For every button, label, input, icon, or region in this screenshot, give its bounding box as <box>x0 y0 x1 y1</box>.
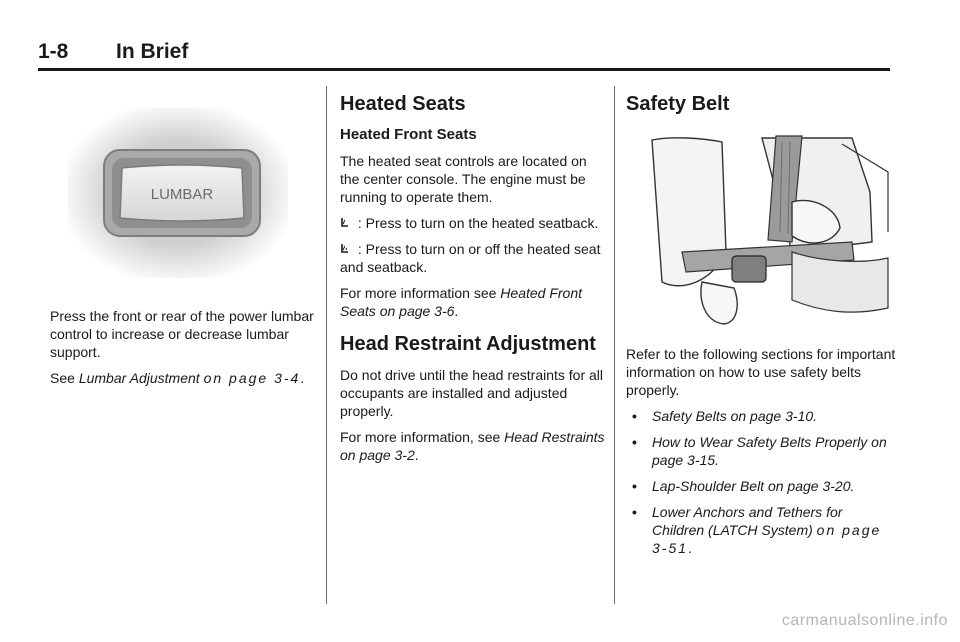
heated-seats-intro: The heated seat controls are located on the center console. The engine must be running to operate them. <box>340 153 587 205</box>
link-lumbar-adjustment[interactable]: Lumbar Adjustment <box>78 370 204 386</box>
heated-seat-icon <box>340 243 350 255</box>
head-restraint-text: Do not drive until the head restraints for all occupants are installed and adjusted properly. <box>340 367 604 419</box>
lumbar-switch-label: LUMBAR <box>150 186 214 203</box>
lumbar-reference: See Lumbar Adjustment on page 3-4. <box>50 370 305 386</box>
watermark: carmanualsonline.info <box>781 612 948 629</box>
heading-safety-belt: Safety Belt <box>626 93 730 115</box>
column-divider <box>326 86 327 604</box>
heated-seats-reference: For more information see Heated Front Seats on page 3-6. <box>340 285 583 319</box>
link-lumbar-page[interactable]: on page 3-4 <box>203 370 301 386</box>
heading-heated-seats: Heated Seats <box>340 93 466 115</box>
subheading-heated-front-seats: Heated Front Seats <box>340 126 477 143</box>
list-item[interactable]: • Lap-Shoulder Belt on page 3-20. <box>626 477 896 495</box>
safety-belt-references <box>626 407 896 557</box>
page-number: 1-8 <box>38 40 69 63</box>
list-item[interactable]: • Safety Belts on page 3-10. <box>626 407 896 425</box>
column-heated-seats <box>340 88 610 472</box>
safety-belt-illustration <box>642 132 890 332</box>
safety-belt-intro: Refer to the following sections for important information on how to use safety belts properly. <box>626 346 896 398</box>
column-safety-belt <box>626 88 896 565</box>
lumbar-switch-illustration <box>68 108 288 278</box>
head-restraint-reference: For more information, see Head Restraints on page 3-2. <box>340 429 605 463</box>
heated-seatback-icon <box>340 217 350 229</box>
column-lumbar <box>50 88 315 395</box>
list-item[interactable]: • Lower Anchors and Tethers for Children (LATCH System) on page 3-51. <box>626 503 896 557</box>
section-title: In Brief <box>116 40 189 63</box>
heated-seatback-item: : Press to turn on the heated seatback. <box>340 214 610 232</box>
list-item[interactable]: • How to Wear Safety Belts Properly on page 3-15. <box>626 433 896 469</box>
link-heated-front-seats[interactable]: Heated Front Seats on page 3-6 <box>340 285 583 319</box>
column-divider <box>614 86 615 604</box>
heading-head-restraint: Head Restraint Adjustment <box>340 333 596 355</box>
lumbar-instructions: Press the front or rear of the power lumbar control to increase or decrease lumbar support. <box>50 308 314 360</box>
page-header <box>38 34 890 71</box>
heated-seat-item: : Press to turn on or off the heated seat and seatback. <box>340 241 601 275</box>
link-head-restraints[interactable]: Head Restraints on page 3-2 <box>340 429 605 463</box>
